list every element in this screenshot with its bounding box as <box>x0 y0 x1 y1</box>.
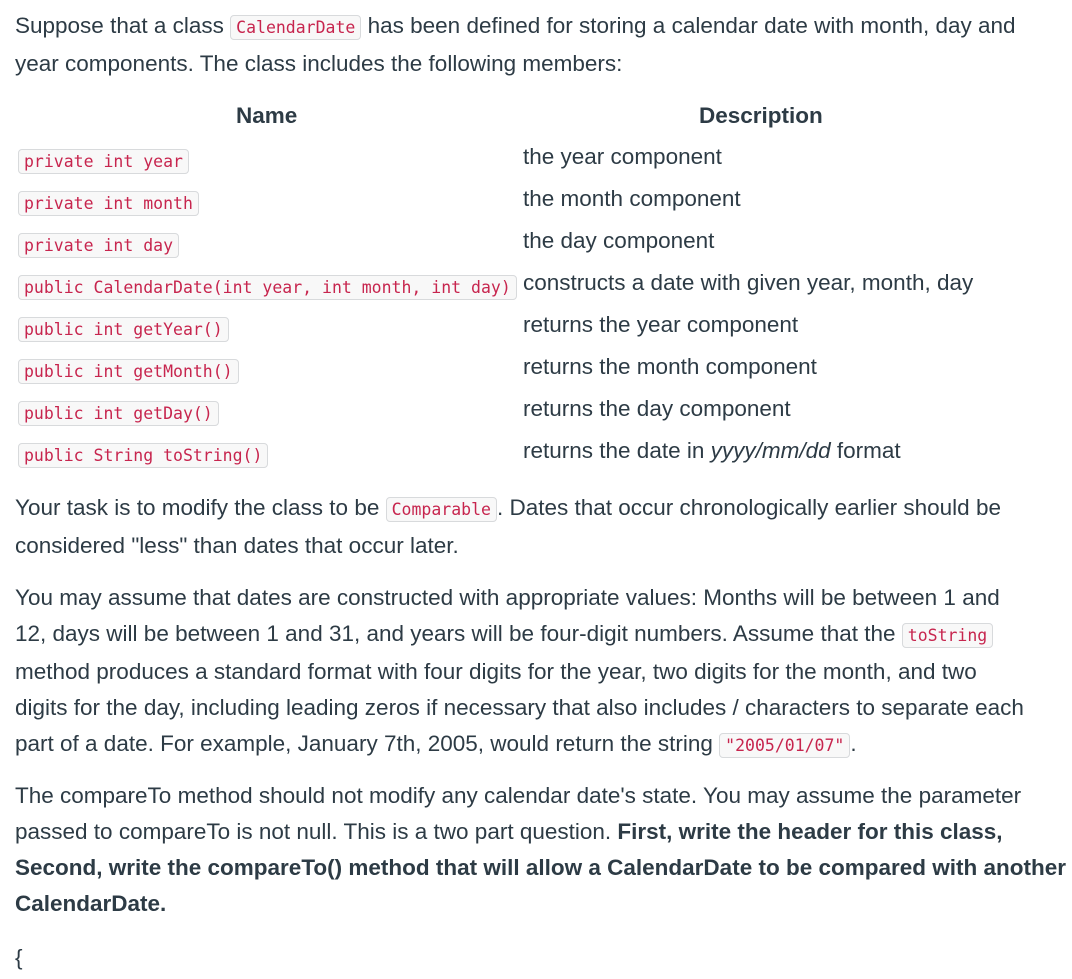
instr-bold-text: First, write the header for this class, <box>617 819 1003 844</box>
assume-line-4: digits for the day, including leading zeros if necessary that also includes / characters to separate each <box>15 695 1024 720</box>
member-name: public String toString() <box>18 443 268 468</box>
member-name: public int getDay() <box>18 401 219 426</box>
member-name: public int getMonth() <box>18 359 239 384</box>
member-description <box>523 436 901 466</box>
assume-line-3: method produces a standard format with four digits for the year, two digits for the month, and two <box>15 659 977 684</box>
member-description: returns the year component <box>523 312 799 337</box>
member-description: returns the day component <box>523 396 791 421</box>
example-string-code: "2005/01/07" <box>719 733 850 758</box>
description-text: format <box>830 438 901 463</box>
assume-line-5 <box>15 726 1072 764</box>
member-name: public int getYear() <box>18 317 229 342</box>
task-line-1 <box>15 490 1072 528</box>
task-paragraph <box>15 490 1072 564</box>
table-header-name: Name <box>236 103 298 128</box>
intro-text: Suppose that a class <box>15 13 231 38</box>
member-name: private int day <box>18 233 179 258</box>
intro-text-cont: has been defined for storing a calendar date with month, day and <box>361 13 1016 38</box>
instr-text: passed to compareTo is not null. This is a two part question. <box>15 819 618 844</box>
assume-text-end: . <box>850 731 857 756</box>
task-line-2: considered "less" than dates that occur later. <box>15 533 459 558</box>
instructions-paragraph <box>15 778 1072 922</box>
table-header-description: Description <box>699 103 823 128</box>
comparable-code: Comparable <box>386 497 497 522</box>
tostring-code: toString <box>902 623 993 648</box>
class-name-code: CalendarDate <box>230 15 361 40</box>
member-name: private int month <box>18 191 199 216</box>
assume-text: 12, days will be between 1 and 31, and years will be four-digit numbers. Assume that the <box>15 621 902 646</box>
instr-line-4: CalendarDate. <box>15 891 167 916</box>
description-text: returns the date in <box>523 438 711 463</box>
opening-brace: { <box>15 945 23 970</box>
assume-line-2 <box>15 616 1072 654</box>
intro-line-1 <box>15 8 1072 46</box>
answer-area <box>15 940 1072 976</box>
instr-line-2 <box>15 814 1072 850</box>
instr-line-3: Second, write the compareTo() method that will allow a CalendarDate to be compared with another <box>15 855 1066 880</box>
task-text-cont: . Dates that occur chronologically earlier should be <box>496 495 1001 520</box>
member-description: returns the month component <box>523 354 817 379</box>
assume-line-1: You may assume that dates are constructed with appropriate values: Months will be between 1 and <box>15 585 1000 610</box>
intro-paragraph <box>15 8 1072 82</box>
task-text: Your task is to modify the class to be <box>15 495 386 520</box>
member-description: constructs a date with given year, month, day <box>523 270 974 295</box>
intro-line-2: year components. The class includes the following members: <box>15 51 623 76</box>
assume-text: part of a date. For example, January 7th, 2005, would return the string <box>15 731 720 756</box>
member-description: the year component <box>523 144 722 169</box>
member-description: the day component <box>523 228 715 253</box>
member-name: public CalendarDate(int year, int month, int day) <box>18 275 517 300</box>
assumptions-paragraph <box>15 580 1072 764</box>
instr-line-1: The compareTo method should not modify any calendar date's state. You may assume the parameter <box>15 783 1022 808</box>
member-description: the month component <box>523 186 741 211</box>
member-name: private int year <box>18 149 189 174</box>
date-format-text: yyyy/mm/dd <box>710 438 831 463</box>
